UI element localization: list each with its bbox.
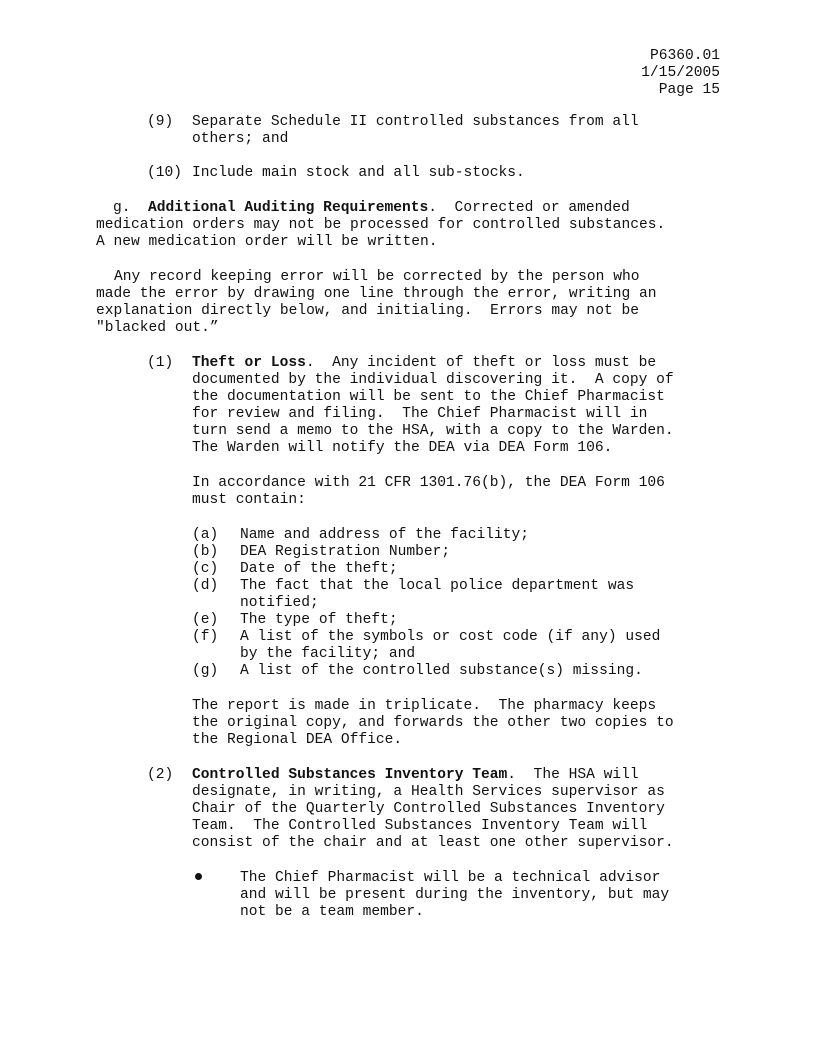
item-2-line: Team. The Controlled Substances Inventory Team will <box>192 818 648 834</box>
item-1-line: documented by the individual discovering it. A copy of <box>192 372 674 388</box>
item-1-period: . <box>305 355 315 371</box>
list-item-letter: (g) <box>192 663 219 679</box>
report-line: the Regional DEA Office. <box>192 732 403 748</box>
section-g-period: . <box>428 200 438 216</box>
item-1-line: turn send a memo to the HSA, with a copy to the Warden. <box>192 423 674 439</box>
report-line: the original copy, and forwards the other two copies to <box>192 715 674 731</box>
list-item-text: The type of theft; <box>240 612 398 628</box>
item-1-text: Any incident of theft or loss must be <box>314 355 657 371</box>
record-paragraph-line: Any record keeping error will be corrected by the person who <box>114 269 640 285</box>
item-2-period: . <box>507 767 517 783</box>
item-9-line: Separate Schedule II controlled substances from all <box>192 114 639 130</box>
item-1-line: for review and filing. The Chief Pharmacist will in <box>192 406 648 422</box>
list-item-text: Name and address of the facility; <box>240 527 530 543</box>
list-item-text: notified; <box>240 595 319 611</box>
item-9-number: (9) <box>147 114 174 130</box>
list-item-text: by the facility; and <box>240 646 416 662</box>
section-g-heading: Additional Auditing Requirements <box>148 200 429 216</box>
record-paragraph-line: "blacked out.” <box>96 320 219 336</box>
page-number: Page 15 <box>658 82 720 98</box>
list-item-text: A list of the controlled substance(s) missing. <box>240 663 643 679</box>
list-item-letter: (f) <box>192 629 219 645</box>
item-2-line: designate, in writing, a Health Services supervisor as <box>192 784 665 800</box>
section-g-line <box>96 199 630 217</box>
list-item-text: DEA Registration Number; <box>240 544 451 560</box>
bullet-text: not be a team member. <box>240 904 424 920</box>
item-1-line: the documentation will be sent to the Chief Pharmacist <box>192 389 665 405</box>
section-g-text: Corrected or amended <box>437 200 630 216</box>
list-item-letter: (d) <box>192 578 219 594</box>
list-item-text: A list of the symbols or cost code (if any) used <box>240 629 661 645</box>
cfr-line: must contain: <box>192 492 306 508</box>
item-1-line: The Warden will notify the DEA via DEA Form 106. <box>192 440 613 456</box>
item-1-number: (1) <box>147 355 174 371</box>
bullet-icon <box>195 873 202 880</box>
record-paragraph-line: explanation directly below, and initialing. Errors may not be <box>96 303 639 319</box>
item-2-line: Chair of the Quarterly Controlled Substances Inventory <box>192 801 665 817</box>
item-2-line <box>192 766 639 784</box>
item-2-line: consist of the chair and at least one other supervisor. <box>192 835 674 851</box>
report-line: The report is made in triplicate. The pharmacy keeps <box>192 698 657 714</box>
item-1-heading: Theft or Loss <box>192 355 306 371</box>
cfr-line: In accordance with 21 CFR 1301.76(b), the DEA Form 106 <box>192 475 665 491</box>
item-10-number: (10) <box>147 165 183 181</box>
bullet-text: and will be present during the inventory, but may <box>240 887 670 903</box>
item-2-text: The HSA will <box>516 767 639 783</box>
section-g-letter: g. <box>113 200 131 216</box>
section-g-line: medication orders may not be processed for controlled substances. <box>96 217 666 233</box>
item-10-line: Include main stock and all sub-stocks. <box>192 165 525 181</box>
item-2-number: (2) <box>147 767 174 783</box>
list-item-letter: (b) <box>192 544 219 560</box>
list-item-text: Date of the theft; <box>240 561 398 577</box>
item-9-line: others; and <box>192 131 289 147</box>
list-item-letter: (c) <box>192 561 219 577</box>
list-item-text: The fact that the local police department was <box>240 578 635 594</box>
document-number: P6360.01 <box>649 48 720 64</box>
record-paragraph-line: made the error by drawing one line through the error, writing an <box>96 286 657 302</box>
bullet-text: The Chief Pharmacist will be a technical advisor <box>240 870 661 886</box>
document-date: 1/15/2005 <box>641 65 720 81</box>
section-g-line: A new medication order will be written. <box>96 234 438 250</box>
list-item-letter: (e) <box>192 612 219 628</box>
item-2-heading: Controlled Substances Inventory Team <box>192 767 508 783</box>
list-item-letter: (a) <box>192 527 219 543</box>
item-1-line <box>192 354 656 372</box>
